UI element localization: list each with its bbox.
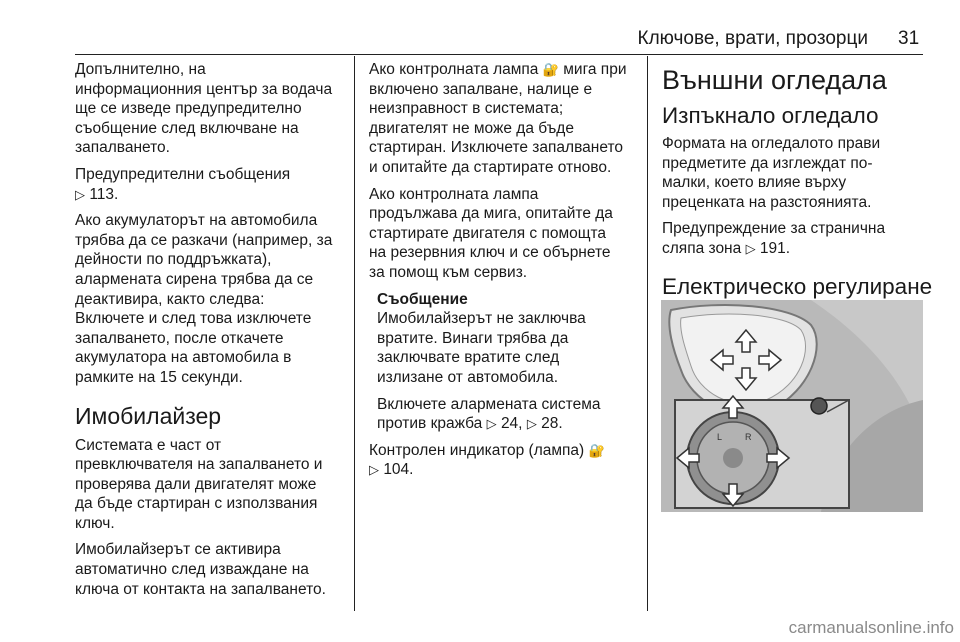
xref-arrow-icon: ▷ [526,416,537,432]
paragraph-mirror-shape [662,134,924,212]
text-line: продължава да мига, опитайте да [369,205,613,223]
column-1 [75,60,347,606]
page-number: 31 [898,28,920,49]
column-divider-1 [354,56,355,611]
text-line: Имобилайзерът не заключва [377,310,586,328]
paragraph-immobilizer-system [75,436,347,534]
text-line: включено запалване, налице е [369,80,593,98]
text-line: Ако контролната лампа 🔐 мига при [369,61,627,78]
paragraph-blind-spot [662,219,924,258]
paragraph-indicator [369,441,641,480]
text-line: Формата на огледалото прави [662,135,881,152]
heading-immobilizer: Имобилайзер [75,402,222,429]
note-title: Съобщение [377,290,468,308]
text-line: съобщение след включване на [75,119,299,137]
text-line: дейности по поддръжката), [75,251,272,269]
text-line: ключа от контакта на запалването. [75,580,326,598]
xref-page: 24, [500,415,523,433]
text-line: стартирате двигателя с помощта [369,224,607,242]
immobilizer-lamp-icon: 🔐 [542,62,559,77]
text-line: за помощ към сервиз. [369,263,528,281]
paragraph-immobilizer-activation [75,540,347,599]
text-line: Контролен индикатор (лампа) 🔐 [369,441,605,459]
text-line: ще се изведе предупредително [75,100,302,118]
text-line: вратите. Винаги трябва да [377,329,569,347]
heading-electric-adjustment: Електрическо регулиране [662,273,933,299]
page-header [0,0,960,56]
text-line: Системата е част от [75,436,222,454]
text-line: автоматично след изваждане на [75,561,309,579]
note-paragraph-2 [377,395,641,434]
header-rule [75,54,923,55]
heading-convex-mirror: Изпъкнало огледало [662,103,879,128]
text-line: Имобилайзерът се активира [75,541,281,559]
text-line: трябва да се разкачи (например, за [75,231,333,249]
text-line: алармената сирена трябва да се [75,270,314,288]
text-line: предметите да изглеждат по- [662,154,873,172]
text-line: запалването. [75,139,170,157]
xref-page: 28. [541,415,563,433]
text-line: проверява дали двигателят може [75,475,317,493]
text-line: Включете и след това изключете [75,310,312,328]
text-line: запалването, после откачете [75,329,284,347]
text-line: да бъде стартиран с използвания [75,495,318,513]
text-line: заключвате вратите след [377,349,560,367]
header-title: Ключове, врати, прозорци [637,28,868,49]
paragraph-lamp-flashing [369,60,641,178]
text-line: деактивира, както следва: [75,290,265,308]
mirror-adjustment-figure [661,300,923,512]
text-line: Предупреждение за странична [662,220,886,238]
text-line: и опитайте да стартирате отново. [369,158,612,176]
text-line: излизане от автомобила. [377,368,559,386]
xref-line[interactable]: сляпа зона ▷ 191. [662,239,791,257]
xref-arrow-icon: ▷ [75,186,85,202]
text-line: Ако акумулаторът на автомобила [75,212,318,230]
xref-line[interactable] [369,460,641,480]
paragraph-warning-messages [75,165,347,204]
watermark: carmanualsonline.info [788,618,954,637]
text-line: двигателят не може да бъде [369,119,574,137]
text-line: стартиран. Изключете запалването [369,139,623,157]
text-line: Ако контролната лампа [369,185,539,203]
text-line: ключ. [75,514,115,532]
column-divider-2 [647,56,648,611]
note-paragraph-1 [377,309,641,387]
text-line: информационния център за водача [75,80,333,98]
xref-arrow-icon: ▷ [486,416,497,432]
immobilizer-lamp-icon: 🔐 [588,442,605,458]
column-3 [662,64,933,305]
xref-arrow-icon: ▷ [369,462,379,478]
text-line: акумулатора на автомобила в [75,349,292,367]
paragraph-lamp-continues [369,185,641,283]
paragraph-battery [75,211,347,387]
note-block [369,290,641,434]
paragraph-info-center [75,60,347,158]
xref-line[interactable]: против кражба ▷ 24, ▷ 28. [377,415,563,433]
xref-page: 191. [759,239,791,257]
column-2 [369,60,641,487]
text-line: неизправност в системата; [369,100,564,118]
text-line: на резервния ключ и се обърнете [369,244,611,262]
svg-text:L: L [717,432,723,442]
text-line: Предупредителни съобщения [75,165,291,183]
xref-page: 113. [89,185,119,203]
heading-exterior-mirrors: Външни огледала [662,65,887,95]
svg-text:R: R [745,432,752,442]
mirror-illustration [661,300,923,512]
text-line: малки, което влияе върху [662,174,847,192]
text-line: Включете алармената система [377,395,601,413]
xref-arrow-icon: ▷ [745,240,756,256]
text-line: Допълнително, на [75,61,206,78]
text-line: преценката на разстоянията. [662,193,872,211]
xref-page: 104. [383,461,414,479]
text-line: рамките на 15 секунди. [75,368,243,386]
text-line: превключвателя на запалването и [75,456,323,474]
xref-line[interactable] [75,185,347,205]
